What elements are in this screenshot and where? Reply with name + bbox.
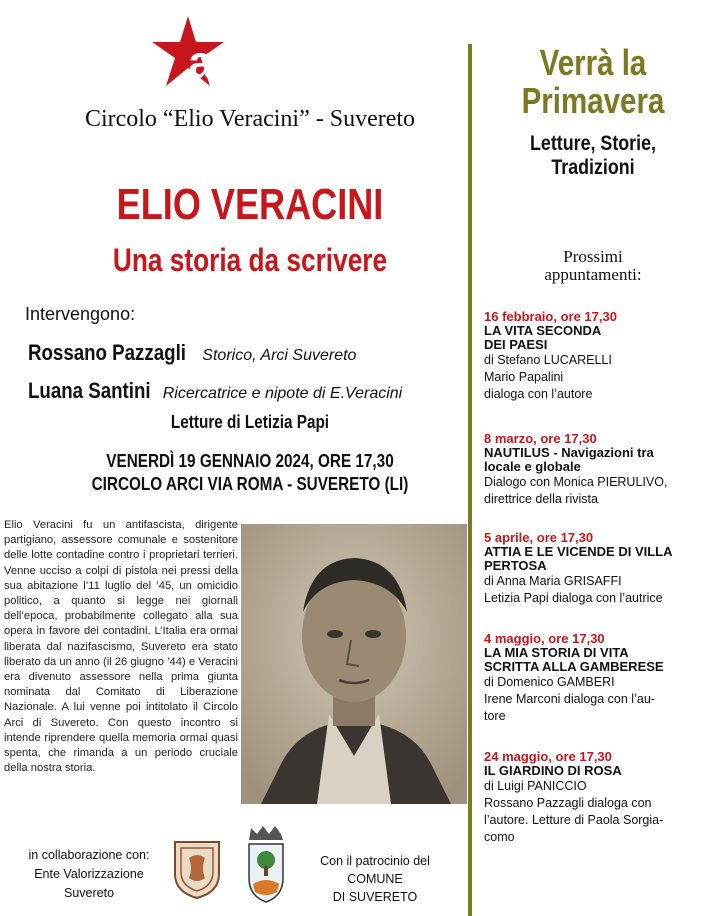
event-title: LA MIA STORIA DI VITA (484, 645, 629, 660)
column-divider (468, 44, 472, 916)
series-subtitle-line: Letture, Storie, (530, 132, 656, 155)
event-place: CIRCOLO ARCI VIA ROMA - SUVERETO (LI) (91, 474, 409, 494)
event-title: LA VITA SECONDA (484, 323, 602, 338)
collaboration-line: Suvereto (63, 886, 115, 900)
portrait-photo (241, 524, 467, 804)
speaker-role: Ricercatrice e nipote di E.Veracini (162, 385, 403, 402)
event-detail: direttrice della rivista (484, 492, 598, 506)
ente-valorizzazione-crest-icon (171, 838, 223, 900)
event-item (484, 749, 702, 846)
patronage-label (300, 852, 450, 906)
speakers-heading: Intervengono: (25, 304, 136, 324)
event-detail: dialoga con l’autore (484, 387, 593, 401)
event-title: IL GIARDINO DI ROSA (484, 763, 622, 778)
arci-logo (148, 12, 288, 102)
upcoming-heading (480, 248, 706, 284)
event-title: ATTIA E LE VICENDE DI VILLA (484, 544, 673, 559)
speaker-name: Rossano Pazzagli (28, 340, 186, 365)
speaker (28, 340, 356, 366)
event-detail: di Domenico GAMBERI (484, 675, 615, 689)
series-title-line: Verrà la (539, 42, 647, 83)
event-date: 4 maggio, ore 17,30 (484, 631, 605, 646)
event-item (484, 530, 702, 607)
series-subtitle-line: Tradizioni (551, 156, 635, 179)
collaboration-line: Ente Valorizzazione (34, 867, 144, 881)
event-detail: Rossano Pazzagli dialoga con (484, 796, 652, 810)
event-date: 24 maggio, ore 17,30 (484, 749, 612, 764)
event-detail: di Anna Maria GRISAFFI (484, 574, 622, 588)
event-title: locale e globale (484, 459, 581, 474)
series-title (500, 44, 685, 120)
event-item (484, 431, 702, 508)
series-title-line: Primavera (521, 80, 665, 121)
collaboration-label (14, 846, 164, 903)
collaboration-line: in collaborazione con: (28, 848, 150, 862)
speaker-role: Storico, Arci Suvereto (202, 347, 357, 364)
speaker (28, 378, 402, 404)
event-detail: Irene Marconi dialoga con l’au- (484, 692, 655, 706)
event-detail: tore (484, 709, 506, 723)
event-detail: di Stefano LUCARELLI (484, 353, 612, 367)
event-item (484, 631, 702, 725)
event-detail: l’autore. Letture di Paola Sorgia- (484, 813, 664, 827)
event-date: VENERDÌ 19 GENNAIO 2024, ORE 17,30 (106, 451, 394, 471)
main-title: ELIO VERACINI (116, 180, 384, 229)
event-detail: Dialogo con Monica PIERULIVO, (484, 475, 668, 489)
patronage-line: Con il patrocinio del COMUNE (320, 854, 430, 886)
event-detail: Letizia Papi dialoga con l’autrice (484, 591, 663, 605)
readings-credit: Letture di Letizia Papi (170, 412, 330, 432)
comune-suvereto-crest-icon (245, 824, 287, 904)
main-subtitle: Una storia da scrivere (112, 242, 388, 278)
upcoming-heading-line: Prossimi (563, 247, 623, 266)
biography-text: Elio Veracini fu un antifascista, dirigente partigiano, assessore comunale e sostenitore delle lotte contadine contro i proprietari terrieri. Venne ucciso a colpi di pistola nei pressi della sua abitazione l’11 luglio del ’45, un omicidio politico, a quanto si legge nei giornali dell’epoca, probabilmente collegato alla sua opera in favore dei contadini. L’Italia era ormai liberata dal nazifascismo, Suvereto era stato liberato da un anno (il 26 giugno ’44) e Veracini era divenuto assessore nella prima giunta nominata dal Comitato di Liberazione Nazionale. A lui venne poi intitolato il Circolo Arci di Suvereto. Con questo incontro si intende riprendere quella memoria ormai quasi spenta, che rimanda a un periodo cruciale della nostra storia. (4, 519, 238, 775)
event-date: 5 aprile, ore 17,30 (484, 530, 594, 545)
event-title: DEI PAESI (484, 337, 548, 352)
event-title: PERTOSA (484, 558, 547, 573)
event-date: 16 febbraio, ore 17,30 (484, 309, 617, 324)
logo-text: arci (188, 36, 270, 88)
event-date: 8 marzo, ore 17,30 (484, 431, 597, 446)
series-subtitle (497, 132, 689, 180)
event-detail: di Luigi PANICCIO (484, 779, 587, 793)
event-item (484, 309, 702, 403)
circolo-name: Circolo “Elio Veracini” - Suvereto (84, 106, 416, 132)
upcoming-heading-line: appuntamenti: (544, 265, 642, 284)
patronage-line: DI SUVERETO (332, 890, 418, 904)
event-title: NAUTILUS - Navigazioni tra (484, 445, 654, 460)
event-detail: Mario Papalini (484, 370, 564, 384)
event-detail: como (484, 830, 515, 844)
speaker-name: Luana Santini (28, 378, 151, 403)
event-title: SCRITTA ALLA GAMBERESE (484, 659, 664, 674)
